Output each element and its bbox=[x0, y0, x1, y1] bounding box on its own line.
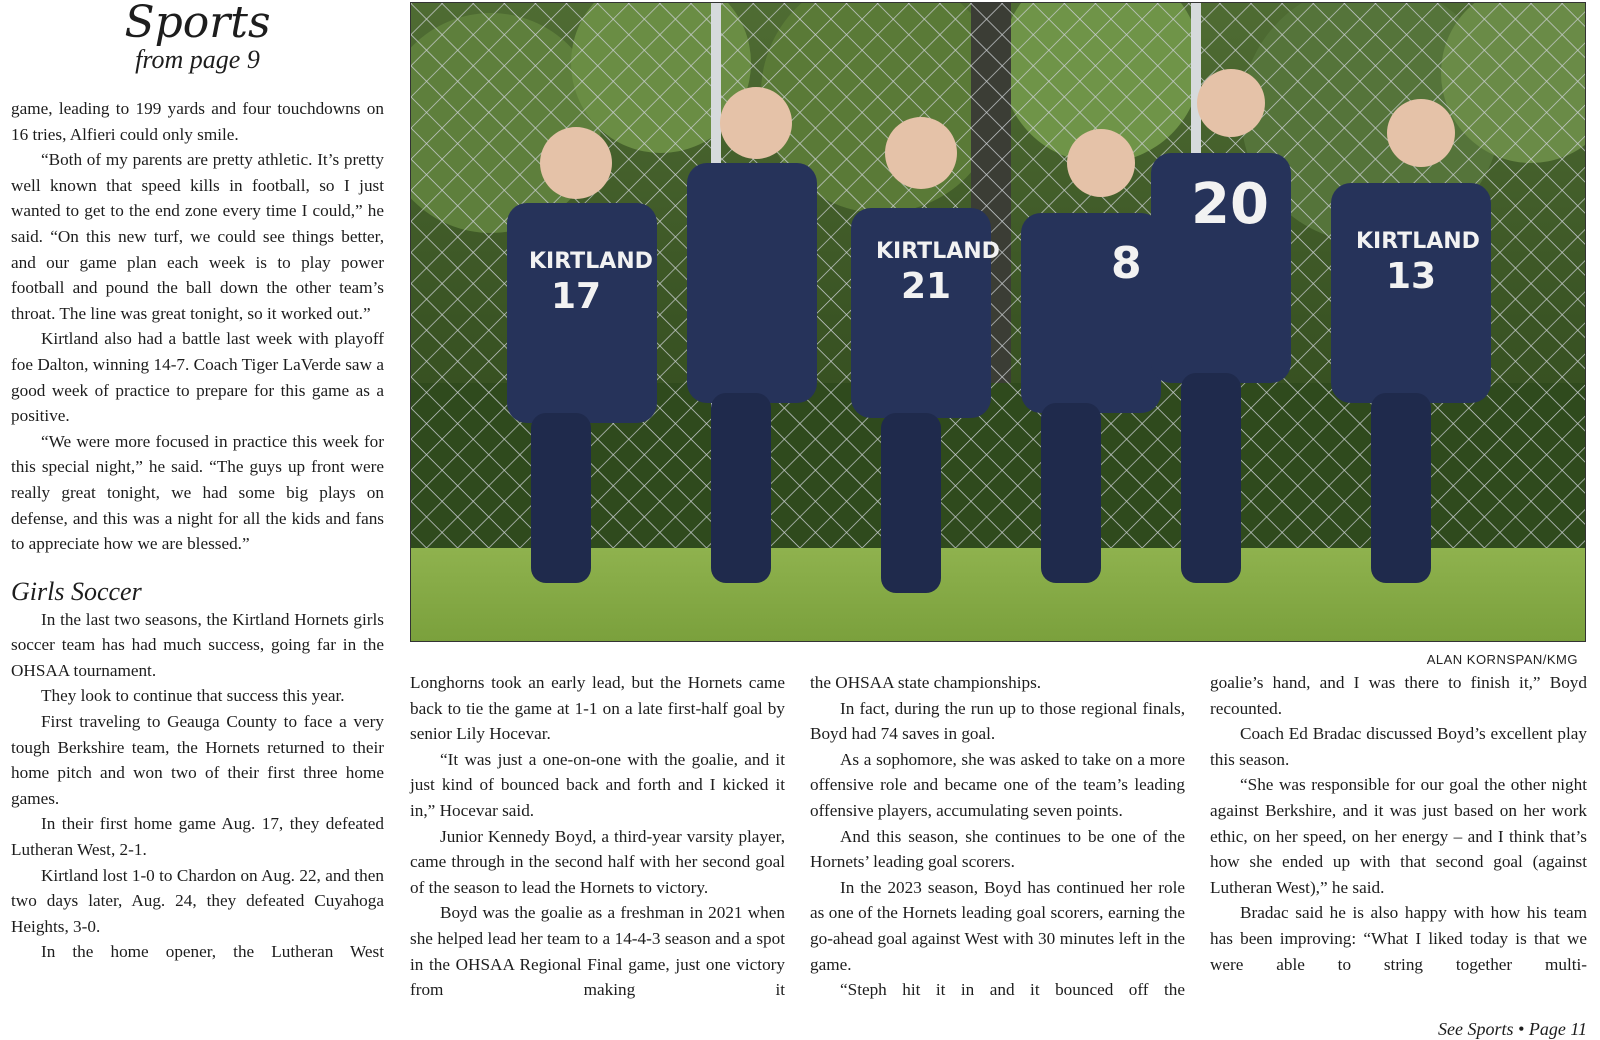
paragraph: Bradac said he is also happy with how his team has been improving: “What I liked today is that we were able to string together multi- bbox=[1210, 903, 1587, 974]
paragraph: In the home opener, the Lutheran West bbox=[41, 942, 384, 962]
column-2 bbox=[410, 670, 785, 1003]
jersey-number: 13 bbox=[1386, 256, 1437, 297]
paragraph: Longhorns took an early lead, but the Hornets came back to tie the game at 1-1 on a late first-half goal by senior Lily Hocevar. bbox=[410, 673, 785, 744]
paragraph: In their first home game Aug. 17, they defeated Lutheran West, 2-1. bbox=[11, 814, 384, 860]
paragraph: In the 2023 season, Boyd has continued her role as one of the Hornets leading goal scorers, earning the go-ahead goal against West with 30 minutes left in the game. bbox=[810, 877, 1185, 974]
paragraph: “She was responsible for our goal the other night against Berkshire, and it was just based on her work ethic, on her speed, on her energy – and I think that’s how she ended up with that second goal (against Lutheran West),” he said. bbox=[1210, 775, 1587, 897]
subhead-girls-soccer: Girls Soccer bbox=[11, 576, 142, 606]
paragraph: the OHSAA state championships. bbox=[810, 673, 1042, 692]
jersey-number: 17 bbox=[551, 276, 602, 317]
continued-from-line: from page 9 bbox=[135, 45, 260, 74]
paragraph: goalie’s hand, and I was there to finish it,” Boyd recounted. bbox=[1210, 673, 1587, 718]
jersey-number: 20 bbox=[1191, 172, 1269, 237]
jersey-text: KIRTLAND bbox=[1356, 229, 1480, 254]
paragraph: In fact, during the run up to those regional finals, Boyd had 74 saves in goal. bbox=[810, 698, 1185, 744]
paragraph: They look to continue that success this year. bbox=[41, 686, 345, 706]
paragraph: “Both of my parents are pretty athletic. It’s pretty well known that speed kills in football, so I just wanted to get to the end zone every time I could,” he said. “On this new turf, we could see things better, and our game plan each week is to play power football and pound the ball down the other team’s throat. The line was great tonight, so it worked out.” bbox=[11, 150, 384, 323]
paragraph: “It was just a one-on-one with the goalie, and it just kind of bounced back and forth and I kicked it in,” Hocevar said. bbox=[410, 749, 785, 820]
paragraph: “Steph hit it in and it bounced off the bbox=[840, 980, 1185, 1000]
section-masthead bbox=[0, 0, 400, 74]
paragraph: Boyd was the goalie as a freshman in 2021 when she helped lead her team to a 14-4-3 season and a spot in the OHSAA Regional Final game, just one victory from making it bbox=[410, 903, 785, 1000]
paragraph: As a sophomore, she was asked to take on a more offensive role and became one of the team’s leading offensive players, accumulating seven points. bbox=[810, 749, 1185, 820]
column-3 bbox=[810, 670, 1185, 1003]
paragraph: Kirtland lost 1-0 to Chardon on Aug. 22, and then two days later, Aug. 24, they defeated Cuyahoga Heights, 3-0. bbox=[11, 865, 384, 936]
jersey-number: 8 bbox=[1111, 238, 1142, 289]
paragraph: Junior Kennedy Boyd, a third-year varsity player, came through in the second half with her second goal of the season to lead the Hornets to victory. bbox=[410, 826, 785, 897]
paragraph: First traveling to Geauga County to face a very tough Berkshire team, the Hornets returned to their home pitch and won two of their first three home games. bbox=[11, 712, 384, 808]
jersey-text: KIRTLAND bbox=[529, 249, 653, 274]
jersey-number: 21 bbox=[901, 266, 952, 307]
photo-credit: ALAN KORNSPAN/KMG bbox=[1426, 652, 1578, 667]
paragraph: Coach Ed Bradac discussed Boyd’s excellent play this season. bbox=[1210, 724, 1587, 769]
column-1 bbox=[11, 96, 384, 965]
jump-line: See Sports • Page 11 bbox=[1438, 1019, 1587, 1039]
soccer-team-photo bbox=[410, 2, 1586, 642]
section-title: Sports bbox=[124, 0, 271, 48]
paragraph: game, leading to 199 yards and four touchdowns on 16 tries, Alfieri could only smile. bbox=[11, 99, 384, 144]
paragraph: And this season, she continues to be one of the Hornets’ leading goal scorers. bbox=[810, 826, 1185, 872]
column-4 bbox=[1210, 670, 1587, 977]
jersey-text: KIRTLAND bbox=[876, 239, 1000, 264]
paragraph: Kirtland also had a battle last week with playoff foe Dalton, winning 14-7. Coach Tiger LaVerde saw a good week of practice to prepare for this game as a positive. bbox=[11, 329, 384, 426]
paragraph: In the last two seasons, the Kirtland Hornets girls soccer team has had much success, going far in the OHSAA tournament. bbox=[11, 609, 384, 680]
paragraph: “We were more focused in practice this week for this special night,” he said. “The guys up front were really great tonight, we had some big plays on defense, and this was a night for all the kids and fans to appreciate how we are blessed.” bbox=[11, 431, 384, 554]
